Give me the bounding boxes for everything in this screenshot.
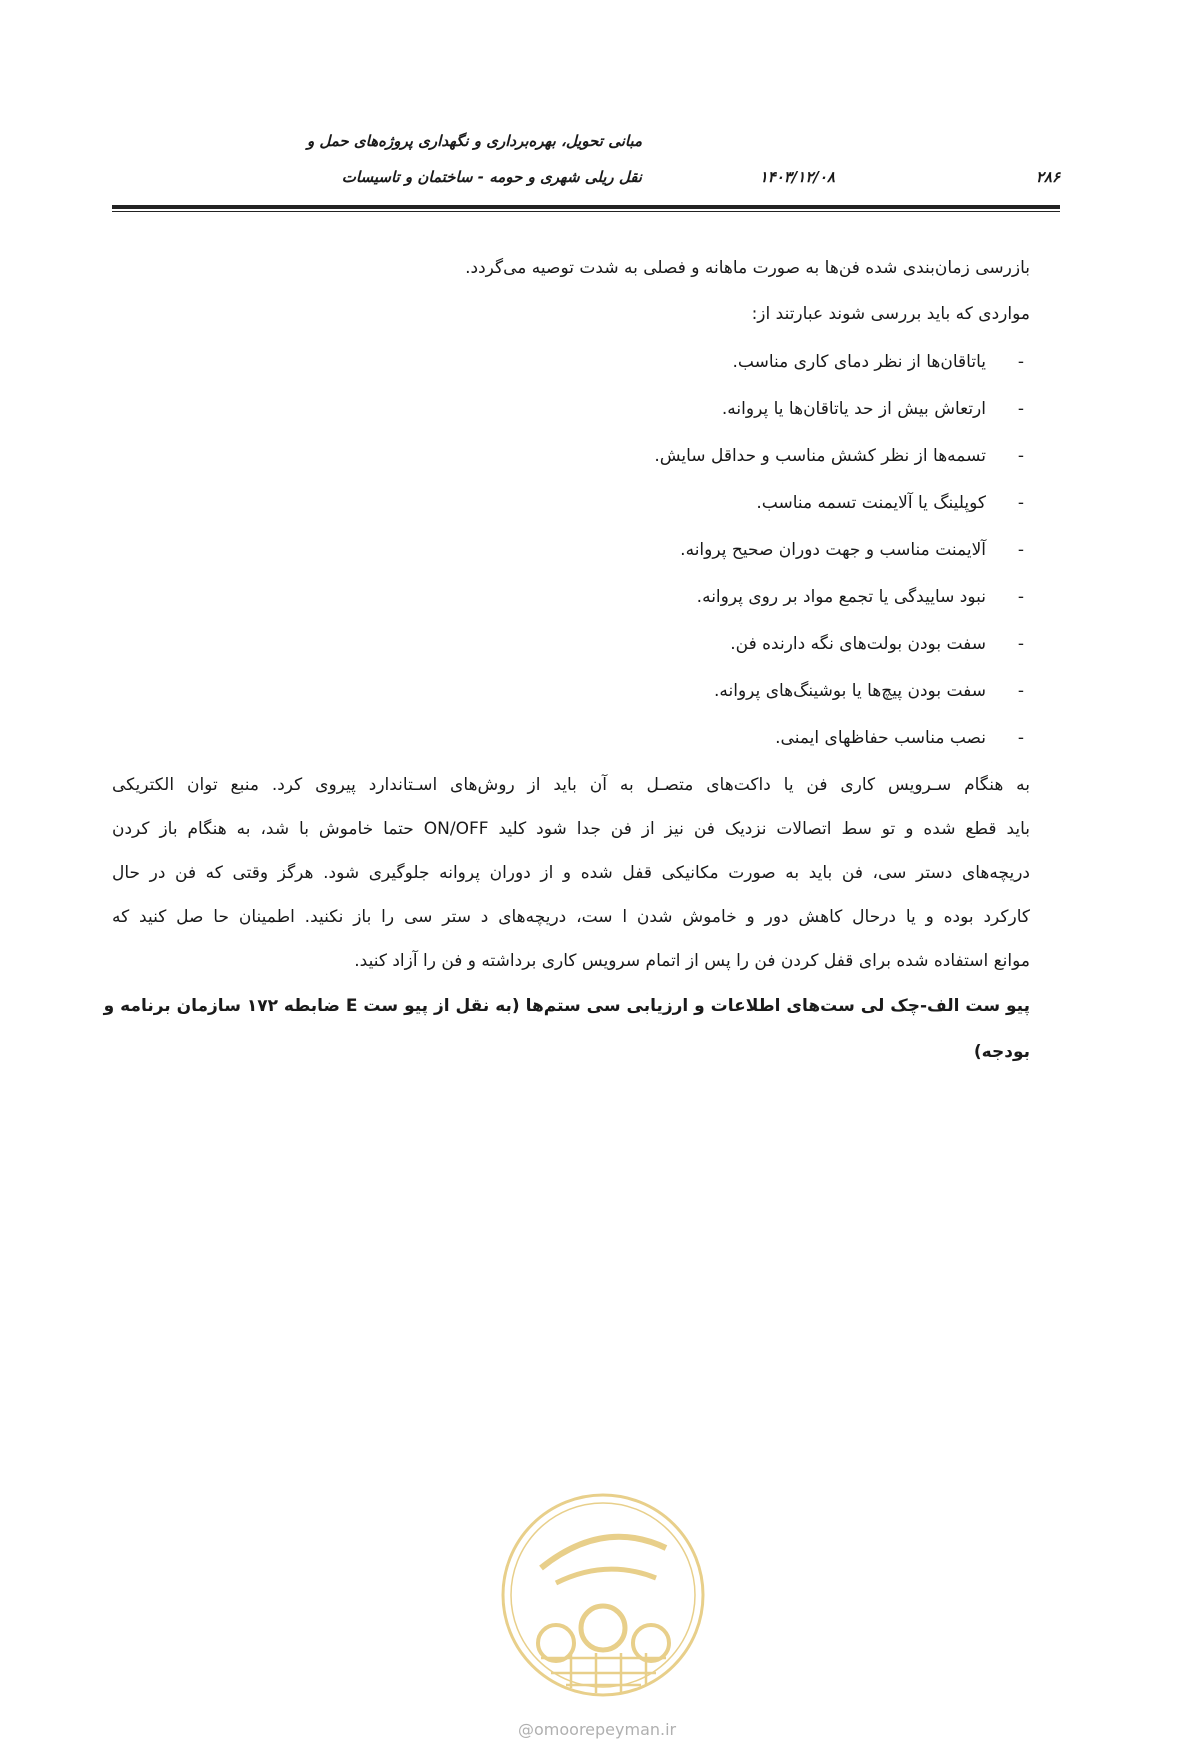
logo-script-arc — [541, 1537, 666, 1568]
list-item-text: نصب مناسب حفاظهای ایمنی. — [775, 728, 986, 748]
page-header — [112, 126, 1060, 216]
list-item-text: آلایمنت مناسب و جهت دوران صحیح پروانه. — [680, 540, 986, 560]
paragraph-line: کارکرد بوده و یا درحال کاهش دور و خاموش شدن ا ست، دریچه‌های د ستر سی را باز نکنید. اطمینان حا صل کنید که — [112, 907, 1030, 927]
header-title-line-1: مبانی تحویل، بهره‌برداری و نگهداری پروژه‌های حمل و — [306, 132, 642, 150]
bullet-dash: - — [1017, 587, 1025, 607]
intro-line-2: مواردی که باید بررسی شوند عبارتند از: — [751, 304, 1030, 324]
list-item-text: ارتعاش بیش از حد یاتاقان‌ها یا پروانه. — [721, 399, 986, 419]
page-number: ۲۸۶ — [1035, 168, 1060, 186]
bullet-dash: - — [1017, 352, 1025, 372]
list-item-text: تسمه‌ها از نظر کشش مناسب و حداقل سایش. — [654, 446, 986, 466]
intro-line-1: بازرسی زمان‌بندی شده فن‌ها به صورت ماهانه و فصلی به شدت توصیه می‌گردد. — [465, 258, 1030, 278]
paragraph-line: دریچه‌های دستر سی، فن باید به صورت مکانیکی قفل شده و از دوران پروانه جلوگیری شود. هرگز وقتی که فن در حال — [112, 863, 1030, 883]
list-item-text: یاتاقان‌ها از نظر دمای کاری مناسب. — [732, 352, 986, 372]
header-date: ۱۴۰۳/۱۲/۰۸ — [759, 168, 835, 186]
list-item — [654, 446, 1030, 466]
bullet-dash: - — [1017, 728, 1025, 748]
paragraph-line: باید قطع شده و تو سط اتصالات نزدیک فن نیز از فن جدا شود کلید ON/OFF حتما خاموش با شد، به هنگام باز کردن — [112, 819, 1031, 839]
bullet-dash: - — [1017, 446, 1025, 466]
watermark-caption: @omoorepeyman.ir — [518, 1720, 677, 1739]
bullet-dash: - — [1017, 493, 1025, 513]
list-item-text: کوپلینگ یا آلایمنت تسمه مناسب. — [756, 493, 986, 513]
paragraph-line: موانع استفاده شده برای قفل کردن فن را پس از اتمام سرویس کاری برداشته و فن را آزاد کنید. — [354, 951, 1030, 971]
logo-inner-ring — [511, 1503, 695, 1687]
list-item — [733, 352, 1030, 372]
list-item — [730, 634, 1030, 654]
header-divider — [112, 205, 1060, 212]
bullet-dash: - — [1017, 681, 1025, 701]
appendix-title-line-2: بودجه) — [973, 1042, 1030, 1062]
logo-gear-left — [538, 1625, 574, 1661]
logo-gear-center — [581, 1606, 625, 1650]
bullet-dash: - — [1017, 399, 1025, 419]
header-title-line-2: نقل ریلی شهری و حومه - ساختمان و تاسیسات — [341, 168, 642, 186]
list-item — [697, 587, 1030, 607]
appendix-title-line-1: پیو ست الف-چک لی ست‌های اطلاعات و ارزیابی سی ستم‌ها (به نقل از پیو ست E ضابطه ۱۷۲ سازمان برنامه و — [103, 996, 1030, 1016]
paragraph-line: به هنگام سـرویس کاری فن یا داکت‌های متصـل به آن باید از روش‌های اسـتاندارد پیروی کرد. منبع توان الکتریکی — [112, 775, 1030, 795]
list-item-text: سفت بودن بولت‌های نگه دارنده فن. — [730, 634, 986, 654]
list-item-text: سفت بودن پیچ‌ها یا بوشینگ‌های پروانه. — [714, 681, 986, 701]
omoorepeyman-logo — [496, 1488, 710, 1702]
list-item — [714, 681, 1030, 701]
bullet-dash: - — [1017, 540, 1025, 560]
list-item — [680, 540, 1030, 560]
list-item-text: نبود ساییدگی یا تجمع مواد بر روی پروانه. — [696, 587, 986, 607]
bullet-dash: - — [1017, 634, 1025, 654]
list-item — [775, 728, 1030, 748]
list-item — [722, 399, 1030, 419]
list-item — [756, 493, 1030, 513]
logo-outer-ring — [503, 1495, 703, 1695]
logo-script-arc-2 — [556, 1569, 656, 1583]
logo-gear-right — [633, 1625, 669, 1661]
